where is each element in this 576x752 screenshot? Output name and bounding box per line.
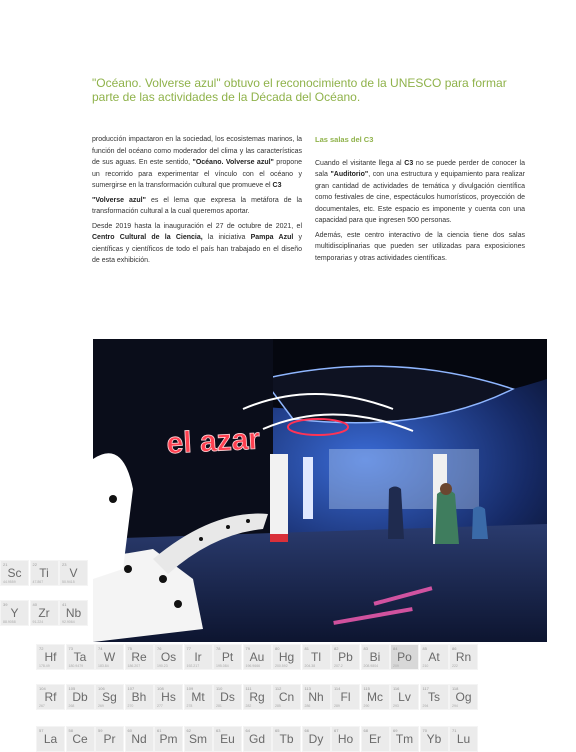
text: producción impactaron en la sociedad, los ecosistemas marinos, la función del océano como moderador del clima y las características de sus aguas. En este sentido,	[92, 136, 302, 166]
element-number: 111	[245, 686, 252, 691]
element-cell	[95, 644, 124, 670]
element-cell	[420, 684, 449, 710]
element-symbol: Hs	[161, 690, 176, 704]
element-mass: 222	[452, 664, 458, 668]
sign-text: el azar	[165, 422, 261, 461]
element-symbol: Ce	[72, 732, 88, 746]
element-symbol: Pb	[338, 650, 353, 664]
element-cell	[30, 560, 59, 586]
element-symbol: Pt	[221, 650, 234, 664]
element-number: 23	[62, 562, 67, 567]
right-paragraph-1	[315, 158, 525, 227]
element-cell	[154, 726, 183, 752]
element-number: 69	[393, 728, 398, 733]
element-number: 78	[216, 646, 221, 651]
element-cell	[390, 684, 419, 710]
element-cell	[36, 684, 65, 710]
element-symbol: Mc	[367, 690, 383, 704]
element-symbol: Lv	[398, 690, 411, 704]
left-paragraph-3	[92, 221, 302, 267]
element-number: 66	[304, 728, 309, 733]
text: es el lema que expresa la metáfora de la transformación cultural a la cual queremos aportar.	[92, 196, 302, 215]
element-number: 112	[275, 686, 282, 691]
element-mass: 294	[452, 704, 458, 708]
element-symbol: Eu	[220, 732, 235, 746]
element-mass: 50.9415	[62, 580, 75, 584]
element-number: 70	[422, 728, 427, 733]
element-cell	[154, 644, 183, 670]
element-number: 110	[216, 686, 223, 691]
element-number: 40	[32, 602, 37, 607]
element-number: 68	[363, 728, 368, 733]
element-number: 64	[245, 728, 250, 733]
element-mass: 268	[68, 704, 75, 708]
element-mass: 286	[304, 704, 311, 708]
element-cell	[66, 644, 95, 670]
subheading: Las salas del C3	[315, 135, 374, 144]
element-cell	[66, 684, 95, 710]
element-symbol: Tb	[279, 732, 294, 746]
headline: "Océano. Volverse azul" obtuvo el reconocimiento de la UNESCO para formar parte de las actividades de la Década del Océano.	[92, 76, 507, 104]
element-symbol: Ta	[73, 650, 87, 664]
element-cell	[331, 644, 360, 670]
element-number: 82	[334, 646, 339, 651]
element-number: 59	[98, 728, 103, 733]
element-symbol: Ti	[39, 566, 49, 580]
element-number: 104	[39, 686, 46, 691]
bold-text: "Volverse azul"	[92, 196, 146, 204]
element-mass: 209	[393, 664, 399, 668]
element-symbol: Hg	[278, 650, 295, 664]
element-symbol: Fl	[340, 690, 351, 704]
element-number: 79	[245, 646, 250, 651]
element-symbol: Hf	[44, 650, 57, 664]
element-symbol: Nb	[65, 606, 82, 620]
element-mass: 294	[422, 704, 429, 708]
element-cell	[361, 684, 390, 710]
element-number: 65	[275, 728, 280, 733]
element-cell	[95, 726, 124, 752]
element-number: 86	[452, 646, 457, 651]
element-number: 118	[452, 686, 459, 691]
element-mass: 47.867	[32, 580, 44, 584]
left-column	[92, 134, 302, 270]
bold-text: Pampa Azul	[250, 234, 294, 241]
element-symbol: Y	[10, 606, 19, 620]
element-cell	[302, 684, 331, 710]
element-symbol: V	[69, 566, 78, 580]
element-symbol: Zr	[38, 606, 50, 620]
element-number: 76	[157, 646, 162, 651]
element-cell	[272, 644, 301, 670]
element-symbol: Ts	[428, 690, 440, 704]
element-mass: 285	[275, 704, 281, 708]
element-mass: 204.38	[304, 664, 316, 668]
element-mass: 293	[393, 704, 399, 708]
element-symbol: Yb	[426, 732, 442, 746]
element-mass: 180.9479	[68, 664, 84, 668]
element-cell	[66, 726, 95, 752]
element-symbol: La	[43, 732, 58, 746]
element-mass: 270	[127, 704, 134, 708]
element-mass: 195.084	[216, 664, 229, 668]
element-cell	[213, 684, 242, 710]
text: y científicas y científicos de todo el país han trabajado en el diseño de esta exhibición.	[92, 234, 303, 264]
element-symbol: Pr	[103, 732, 116, 746]
element-number: 63	[216, 728, 221, 733]
element-mass: 190.23	[157, 664, 168, 668]
left-paragraph-2	[92, 195, 302, 218]
element-mass: 282	[245, 704, 252, 708]
element-mass: 269	[98, 704, 104, 708]
element-number: 62	[186, 728, 191, 733]
element-symbol: Po	[397, 650, 412, 664]
element-number: 71	[452, 728, 457, 733]
text: la iniciativa	[207, 234, 246, 241]
text: , con una estructura y equipamiento para realizar gran cantidad de actividades de temática y divulgación científica como festivales de cine, espectáculos humorísticos, proyección de documentales, etc. Este espacio es imponente y cuenta con una capacidad para que ingresen 500 personas.	[315, 171, 525, 224]
element-cell	[95, 684, 124, 710]
element-cell	[302, 644, 331, 670]
element-symbol: Au	[249, 650, 265, 664]
element-mass: 281	[216, 704, 222, 708]
element-cell	[331, 684, 360, 710]
element-symbol: Nd	[131, 732, 147, 746]
element-cell	[0, 560, 29, 586]
element-cell	[449, 726, 478, 752]
element-number: 67	[334, 728, 339, 733]
element-cell	[36, 726, 65, 752]
element-symbol: Pm	[159, 732, 178, 746]
element-cell	[420, 644, 449, 670]
element-symbol: W	[103, 650, 116, 664]
element-cell	[0, 600, 29, 626]
element-mass: 200.592	[275, 664, 288, 668]
element-mass: 278	[186, 704, 193, 708]
element-cell	[449, 644, 478, 670]
element-symbol: Lu	[456, 732, 471, 746]
element-cell	[243, 644, 272, 670]
element-number: 116	[393, 686, 400, 691]
element-cell	[449, 684, 478, 710]
element-symbol: Bi	[369, 650, 381, 664]
element-mass: 290	[363, 704, 370, 708]
element-symbol: Tm	[395, 732, 414, 746]
text: no se puede perder de conocer la sala	[315, 159, 525, 178]
element-cell	[125, 684, 154, 710]
element-number: 22	[32, 562, 37, 567]
element-cell	[302, 726, 331, 752]
element-mass: 183.84	[98, 664, 109, 668]
element-mass: 44.9559	[3, 580, 16, 584]
element-symbol: Bh	[131, 690, 147, 704]
element-symbol: Sg	[102, 690, 117, 704]
element-mass: 192.217	[186, 664, 200, 668]
element-symbol: Cn	[278, 690, 295, 704]
bold-text: Centro Cultural de la Ciencia,	[92, 234, 203, 241]
element-cell	[36, 644, 65, 670]
element-number: 60	[127, 728, 132, 733]
element-number: 115	[363, 686, 370, 691]
element-mass: 91.224	[32, 620, 44, 624]
element-symbol: Sm	[189, 732, 207, 746]
element-number: 61	[157, 728, 162, 733]
element-mass: 210	[422, 664, 429, 668]
element-cell	[125, 644, 154, 670]
element-number: 107	[127, 686, 135, 691]
element-cell	[213, 726, 242, 752]
element-cell	[243, 726, 272, 752]
element-cell	[272, 726, 301, 752]
element-mass: 267	[39, 704, 45, 708]
element-mass: 208.9804	[363, 664, 379, 668]
text: Desde 2019 hasta la inauguración el 27 de octubre de 2021, el	[92, 222, 302, 230]
element-symbol: Dy	[308, 732, 324, 746]
element-number: 109	[186, 686, 194, 691]
left-paragraph-1	[92, 134, 302, 192]
periodic-table-decoration	[0, 560, 576, 751]
text: propone un recorrido para experimentar el vínculo con el océano y sumergirse en la transformación cultural que promueve el	[92, 159, 302, 189]
element-mass: 186.207	[127, 664, 141, 668]
element-cell	[361, 726, 390, 752]
element-symbol: Nh	[308, 690, 324, 704]
right-paragraph-2: Además, este centro interactivo de la ciencia tiene dos salas multidisciplinarias que pueden ser utilizadas para exposiciones temporarias y otras actividades científicas.	[315, 231, 525, 262]
element-symbol: Rf	[44, 690, 57, 704]
element-symbol: Ds	[220, 690, 235, 704]
element-number: 39	[3, 602, 8, 607]
element-symbol: At	[428, 650, 440, 664]
element-symbol: Rn	[455, 650, 472, 664]
element-number: 106	[98, 686, 105, 691]
element-number: 77	[186, 646, 191, 651]
element-symbol: Ir	[194, 650, 202, 664]
element-mass: 196.9666	[245, 664, 261, 668]
element-number: 73	[68, 646, 73, 651]
element-number: 114	[334, 686, 341, 691]
element-cell	[184, 644, 213, 670]
element-cell	[59, 600, 88, 626]
element-mass: 277	[157, 704, 163, 708]
element-symbol: Os	[160, 650, 177, 664]
element-cell	[184, 726, 213, 752]
element-number: 117	[422, 686, 429, 691]
element-symbol: Mt	[191, 690, 205, 704]
element-cell	[30, 600, 59, 626]
element-symbol: Sc	[7, 566, 22, 580]
bold-text: "Océano. Volverse azul"	[192, 159, 274, 166]
element-number: 41	[62, 602, 67, 607]
element-cell	[243, 684, 272, 710]
element-mass: 88.9058	[3, 620, 16, 624]
element-cell	[390, 726, 419, 752]
bold-text: C3	[272, 182, 282, 189]
element-cell	[331, 726, 360, 752]
element-number: 75	[127, 646, 132, 651]
element-symbol: Rg	[249, 690, 265, 704]
element-cell	[59, 560, 88, 586]
element-number: 85	[422, 646, 427, 651]
element-cell	[390, 644, 419, 670]
element-mass: 207.2	[334, 664, 343, 668]
element-mass: 92.9064	[62, 620, 75, 624]
right-column	[315, 134, 525, 267]
element-symbol: Ho	[337, 732, 354, 746]
bold-text: C3	[404, 159, 414, 167]
element-number: 108	[157, 686, 164, 691]
element-cell	[213, 644, 242, 670]
element-symbol: Og	[455, 690, 472, 704]
element-mass: 178.49	[39, 664, 50, 668]
element-cell	[272, 684, 301, 710]
element-symbol: Re	[131, 650, 147, 664]
element-number: 81	[304, 646, 309, 651]
element-number: 21	[3, 562, 8, 567]
element-symbol: Gd	[248, 732, 265, 746]
element-number: 113	[304, 686, 311, 691]
element-symbol: Er	[369, 732, 381, 746]
element-mass: 289	[334, 704, 340, 708]
element-number: 83	[363, 646, 368, 651]
element-number: 57	[39, 728, 44, 733]
element-number: 72	[39, 646, 44, 651]
element-symbol: Tl	[311, 650, 321, 664]
element-number: 105	[68, 686, 76, 691]
element-cell	[125, 726, 154, 752]
element-number: 74	[98, 646, 103, 651]
element-cell	[184, 684, 213, 710]
element-number: 80	[275, 646, 280, 651]
element-number: 84	[393, 646, 398, 651]
element-cell	[154, 684, 183, 710]
element-symbol: Db	[72, 690, 88, 704]
element-cell	[420, 726, 449, 752]
text: Cuando el visitante llega al	[315, 159, 402, 167]
element-number: 58	[68, 728, 73, 733]
bold-text: "Auditorio"	[330, 171, 369, 178]
element-cell	[361, 644, 390, 670]
